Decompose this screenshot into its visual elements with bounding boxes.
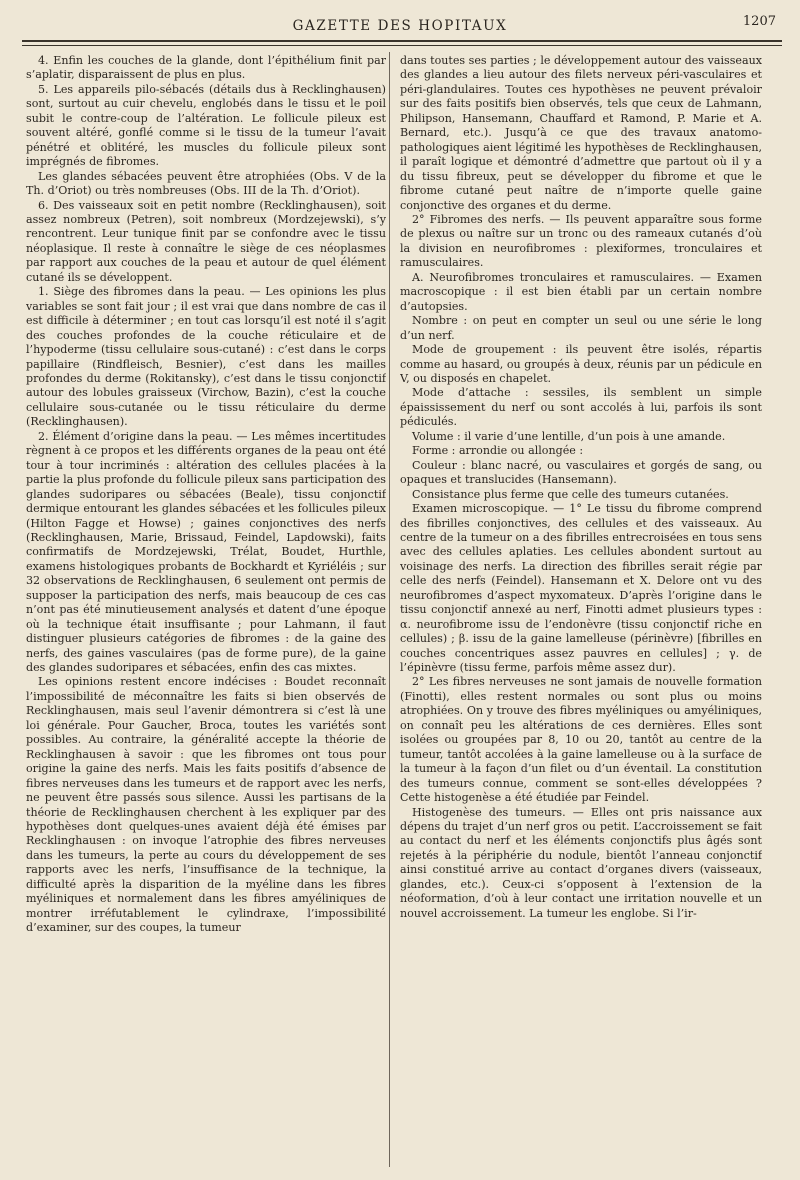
paragraph: 6. Des vaisseaux soit en petit nombre (Recklinghausen), soit assez nombreux (Petren), soit nombreux (Mordzejewski), s’y rencontrent. Leur tunique finit par se confondre avec le tissu néoplasique. Il reste à connaître le siège de ces néoplasmes par rapport aux couches de la peau et autour de quel élément cutané ils se développent.	[26, 198, 386, 284]
left-column	[26, 54, 386, 1166]
paragraph: Les opinions restent encore indécises : Boudet reconnaît l’impossibilité de méconnaître les faits si bien observés de Recklinghausen, mais seul l’avenir démontrera si c’est là une loi générale. Pour Gaucher, Broca, toutes les variétés sont possibles. Au contraire, la généralité accepte la théorie de Recklinghausen à savoir : que les fibromes ont tous pour origine la gaine des nerfs. Mais les faits positifs d’absence de fibres nerveuses dans les tumeurs et de rapport avec les nerfs, ne peuvent être passés sous silence. Aussi les partisans de la théorie de Recklinghausen cherchent à les expliquer par des hypothèses dont quelques-unes avaient déjà été émises par Recklinghausen : on invoque l’atrophie des fibres nerveuses dans les tumeurs, la perte au cours du développement de ses rapports avec les nerfs, l’insuffisance de la technique, la difficulté après la disparition de la myéline dans les fibres myéliniques et normalement dans les fibres amyéliniques de montrer irréfutablement le cylindraxe, l’impossibilité d’examiner, sur des coupes, la tumeur	[26, 675, 386, 935]
paragraph: 1. Siège des fibromes dans la peau. — Les opinions les plus variables se sont fait jour ; il est vrai que dans nombre de cas il est difficile à déterminer ; en tout cas lorsqu’il est noté il s’agit des couches profondes de la couche réticulaire et de l’hypoderme (tissu cellulaire sous-cutané) : c’est dans le corps papillaire (Rindfleisch, Besnier), c’est dans les mailles profondes du derme (Rokitansky), c’est dans le tissu conjonctif autour des lobules graisseux (Virchow, Bazin), c’est la couche cellulaire sous-cutanée ou le tissu réticulaire du derme (Recklinghausen).	[26, 285, 386, 429]
paragraph: Mode de groupement : ils peuvent être isolés, répartis comme au hasard, ou groupés à deux, réunis par un pédicule en V, ou disposés en chapelet.	[400, 343, 762, 385]
paragraph: Mode d’attache : sessiles, ils semblent un simple épaississement du nerf ou sont accolés à lui, parfois ils sont pédiculés.	[400, 386, 762, 429]
paragraph: Les glandes sébacées peuvent être atrophiées (Obs. V de la Th. d’Oriot) ou très nombreuses (Obs. III de la Th. d’Oriot).	[26, 169, 386, 198]
paragraph: Consistance plus ferme que celle des tumeurs cutanées.	[412, 487, 729, 501]
running-head	[0, 14, 800, 40]
header-rule-thin	[22, 45, 782, 46]
paragraph: 2° Les fibres nerveuses ne sont jamais de nouvelle formation (Finotti), elles restent normales ou sont plus ou moins atrophiées. On y trouve des fibres myéliniques ou amyéliniques, on connaît peu les altérations de ces dernières. Elles sont isolées ou groupées par 8, 10 ou 20, tantôt au centre de la tumeur, tantôt accolées à la gaine lamelleuse ou à la surface de la tumeur à la façon d’un filet ou d’un éventail. La constitution des tumeurs connue, comment se sont-elles développées ? Cette histogenèse a été étudiée par Feindel.	[400, 675, 762, 805]
column-divider	[389, 52, 390, 1167]
paragraph: Histogenèse des tumeurs. — Elles ont pris naissance aux dépens du trajet d’un nerf gros ou petit. L’accroissement se fait au contact du nerf et les éléments conjonctifs plus âgés sont rejetés à la périphérie du nodule, bientôt l’anneau conjonctif ainsi constitué arrive au contact d’organes divers (vaisseaux, glandes, etc.). Ceux-ci s’opposent à l’extension de la néoformation, d’où à leur contact une irritation nouvelle et un nouvel accroissement. La tumeur les englobe. Si l’ir-	[400, 805, 762, 920]
paragraph: dans toutes ses parties ; le développement autour des vaisseaux des glandes a lieu autour des filets nerveux péri-vasculaires et péri-glandulaires. Toutes ces hypothèses ne peuvent prévaloir sur des faits positifs bien observés, tels que ceux de Lahmann, Philipson, Hansemann, Chauffard et Ramond, P. Marie et A. Bernard, etc.). Jusqu’à ce que des travaux anatomo-pathologiques aient légitimé les hypothèses de Recklinghausen, il paraît logique et démontré d’admettre que partout où il y a du tissu fibreux, peut se développer du fibrome et que le fibrome cutané peut naître de n’importe quelle gaine conjonctive des organes et du derme.	[400, 54, 762, 212]
paragraph: 4. Enfin les couches de la glande, dont l’épithélium finit par s’aplatir, disparaissent de plus en plus.	[26, 54, 386, 82]
paragraph: 2. Élément d’origine dans la peau. — Les mêmes incertitudes règnent à ce propos et les différents organes de la peau ont été tour à tour incriminés : altération des cellules placées à la partie la plus profonde du follicule pileux sans participation des glandes sudoripares ou sébacées (Beale), tissu conjonctif dermique entourant les glandes sébacées et les follicules pileux (Hilton Fagge et Howse) ; gaines conjonctives des nerfs (Recklinghausen, Marie, Brissaud, Feindel, Lapdowski), faits confirmatifs de Mordzejewski, Trélat, Boudet, Hurthle, examens histologiques probants de Bockhardt et Kyriéléis ; sur 32 observations de Recklinghausen, 6 seulement ont permis de supposer la participation des nerfs, mais beaucoup de ces cas n’ont pas été minutieusement analysés et datent d’une époque où la technique était insuffisante ; pour Lahmann, il faut distinguer plusieurs catégories de fibromes : de la gaine des nerfs, des gaines vasculaires (pas de forme pure), de la gaine des glandes sudoripares et sébacées, enfin des cas mixtes.	[26, 429, 386, 675]
journal-title: GAZETTE DES HOPITAUX	[292, 18, 508, 34]
right-column	[400, 54, 762, 1166]
paragraph: A. Neurofibromes tronculaires et ramusculaires. — Examen macroscopique : il est bien établi par un certain nombre d’autopsies.	[400, 270, 762, 313]
paragraph: Couleur : blanc nacré, ou vasculaires et gorgés de sang, ou opaques et translucides (Hansemann).	[400, 458, 762, 487]
paragraph: Nombre : on peut en compter un seul ou une série le long d’un nerf.	[400, 314, 762, 342]
paragraph: Examen microscopique. — 1° Le tissu du fibrome comprend des fibrilles conjonctives, des cellules et des vaisseaux. Au centre de la tumeur on a des fibrilles entrecroisées en tous sens avec des cellules aplaties. Les cellules abondent surtout au voisinage des nerfs. La direction des fibrilles serait régie par celle des nerfs (Feindel). Hansemann et X. Delore ont vu des neurofibromes d’aspect myxomateux. D’après l’origine dans le tissu conjonctif annexé au nerf, Finotti admet plusieurs types : α. neurofibrome issu de l’endonèvre (tissu conjonctif riche en cellules) ; β. issu de la gaine lamelleuse (périnèvre) [fibrilles en couches concentriques assez pauvres en cellules] ; γ. de l’épinèvre (tissu ferme, parfois même assez dur).	[400, 502, 762, 675]
paragraph: 5. Les appareils pilo-sébacés (détails dus à Recklinghausen) sont, surtout au cuir chevelu, englobés dans le tissu et le poil subit le contre-coup de l’altération. Le follicule pileux est souvent altéré, gonflé comme si le tissu de la tumeur l’avait pénétré et oblitéré, les muscles du follicule pileux sont imprégnés de fibromes.	[26, 82, 386, 169]
paragraph: Volume : il varie d’une lentille, d’un pois à une amande.	[412, 429, 726, 443]
paragraph: 2° Fibromes des nerfs. — Ils peuvent apparaître sous forme de plexus ou naître sur un tronc ou des rameaux cutanés d’où la division en neurofibromes : plexiformes, tronculaires et ramusculaires.	[400, 212, 762, 270]
paragraph: Forme : arrondie ou allongée :	[412, 444, 584, 458]
page-number: 1207	[742, 14, 776, 29]
header-rule-thick	[22, 40, 782, 42]
